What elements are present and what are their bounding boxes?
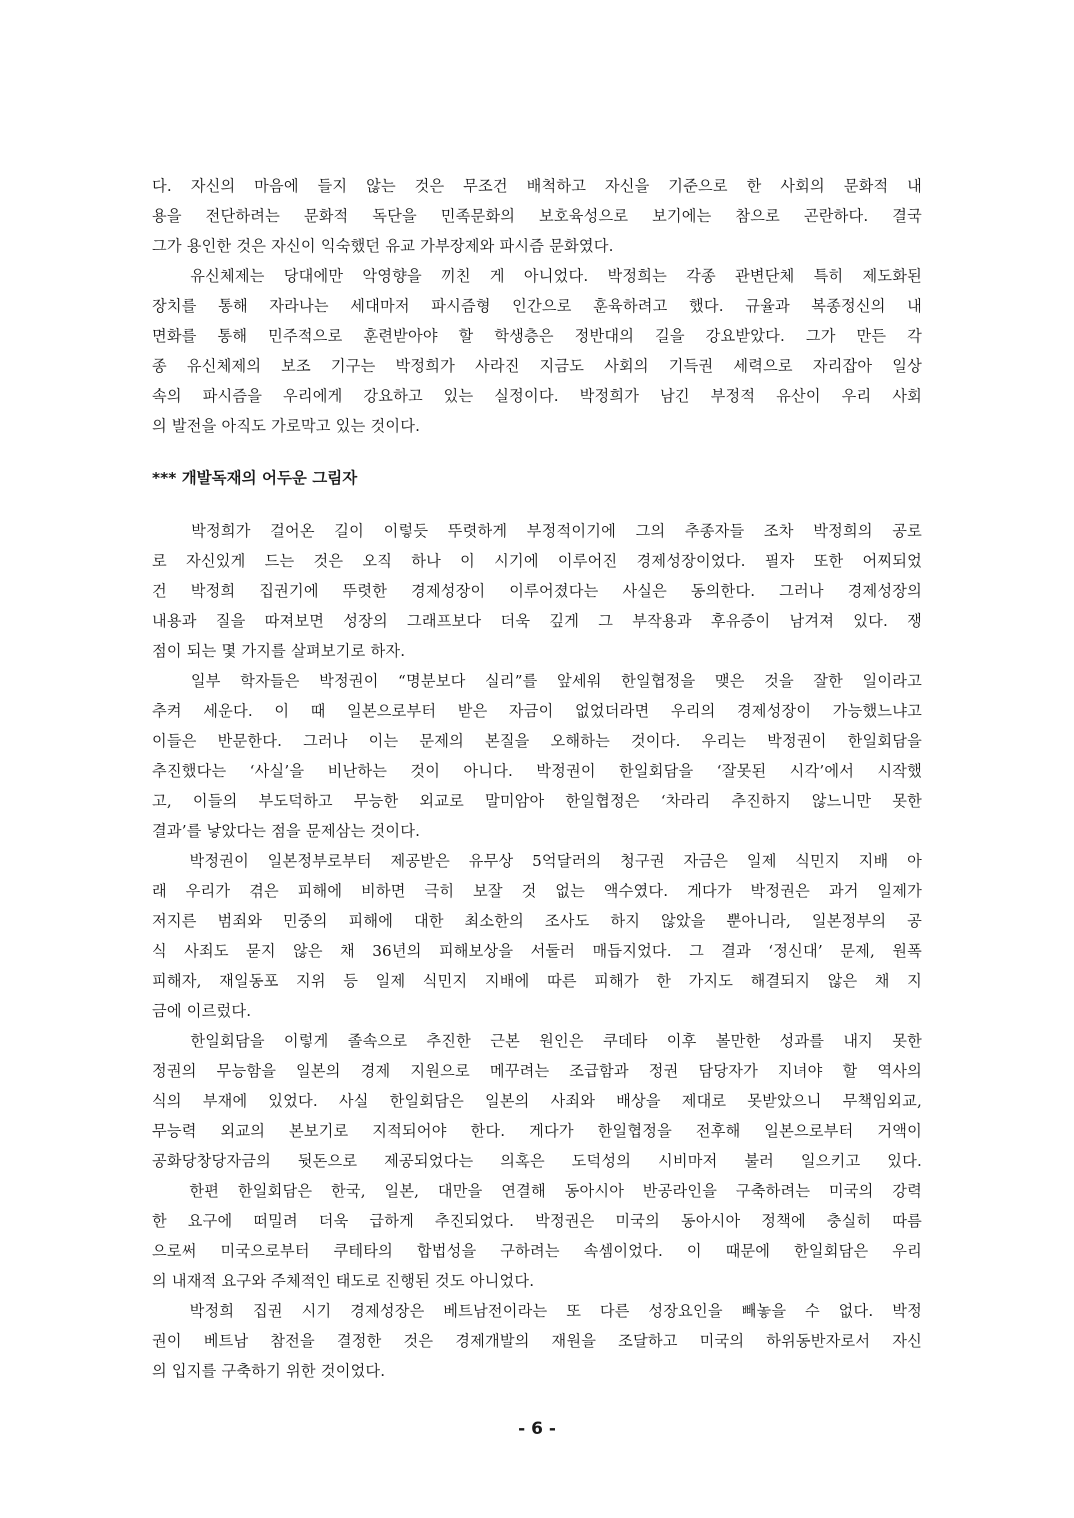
text-line: 으로써 미국으로부터 쿠테타의 합법성을 구하려는 속셈이었다. 이 때문에 한일회담은 우리 — [152, 1242, 922, 1260]
text-line: 종 유신체제의 보조 기구는 박정희가 사라진 지금도 사회의 기득권 세력으로 자리잡아 일상 — [152, 357, 922, 375]
text-line: 점이 되는 몇 가지를 살펴보기로 하자. — [152, 642, 406, 660]
text-line: 추진했다는 ‘사실’을 비난하는 것이 아니다. 박정권이 한일회담을 ‘잘못된 시각’에서 시작했 — [152, 762, 922, 780]
text-line: 금에 이르렀다. — [152, 1002, 252, 1020]
text-line: 고, 이들의 부도덕하고 무능한 외교로 말미암아 한일협정은 ‘차라리 추진하지 않느니만 못한 — [152, 792, 922, 810]
text-line: 면화를 통해 민주적으로 훈련받아야 할 학생층은 정반대의 길을 강요받았다. 그가 만든 각 — [152, 327, 922, 345]
text-line: 결과’를 낳았다는 점을 문제삼는 것이다. — [152, 822, 421, 840]
text-line: 유신체제는 당대에만 악영향을 끼친 게 아니었다. 박정희는 각종 관변단체 특히 제도화된 — [152, 267, 922, 285]
text-line: 속의 파시즘을 우리에게 강요하고 있는 실정이다. 박정희가 남긴 부정적 유산이 우리 사회 — [152, 387, 922, 405]
text-line: 박정희가 걸어온 길이 이렇듯 뚜렷하게 부정적이기에 그의 추종자들 조차 박정희의 공로 — [152, 522, 922, 540]
text-line: 한일회담을 이렇게 졸속으로 추진한 근본 원인은 쿠데타 이후 볼만한 성과를 내지 못한 — [152, 1032, 922, 1050]
text-line: 용을 전단하려는 문화적 독단을 민족문화의 보호육성으로 보기에는 참으로 곤란하다. 결국 — [152, 207, 922, 225]
text-line: 권이 베트남 참전을 결정한 것은 경제개발의 재원을 조달하고 미국의 하위동반자로서 자신 — [152, 1332, 922, 1350]
body-text-top — [152, 171, 922, 441]
text-line: 다. 자신의 마음에 들지 않는 것은 무조건 배척하고 자신을 기준으로 한 사회의 문화적 내 — [152, 177, 922, 195]
text-line: 건 박정희 집권기에 뚜렷한 경제성장이 이루어졌다는 사실은 동의한다. 그러나 경제성장의 — [152, 582, 922, 600]
text-line: 한 요구에 떠밀려 더욱 급하게 추진되었다. 박정권은 미국의 동아시아 정책에 충실히 따름 — [152, 1212, 922, 1230]
text-line: 식의 부재에 있었다. 사실 한일회담은 일본의 사죄와 배상을 제대로 못받았으니 무책임외교, — [152, 1092, 922, 1110]
text-line: 의 입지를 구축하기 위한 것이었다. — [152, 1362, 386, 1380]
text-line: 그가 용인한 것은 자신이 익숙했던 유교 가부장제와 파시즘 문화였다. — [152, 237, 614, 255]
body-text-bottom — [152, 516, 922, 1386]
text-line: 공화당창당자금의 뒷돈으로 제공되었다는 의혹은 도덕성의 시비마저 불러 일으키고 있다. — [152, 1152, 922, 1170]
text-line: 추켜 세운다. 이 때 일본으로부터 받은 자금이 없었더라면 우리의 경제성장이 가능했느냐고 — [152, 702, 922, 720]
section-heading: *** 개발독재의 어두운 그림자 — [152, 469, 358, 487]
text-line: 의 내재적 요구와 주체적인 태도로 진행된 것도 아니었다. — [152, 1272, 535, 1290]
text-line: 무능력 외교의 본보기로 지적되어야 한다. 게다가 한일협정을 전후해 일본으로부터 거액이 — [152, 1122, 922, 1140]
text-line: 피해자, 재일동포 지위 등 일제 식민지 지배에 따른 피해가 한 가지도 해결되지 않은 채 지 — [152, 972, 922, 990]
text-line: 장치를 통해 자라나는 세대마저 파시즘형 인간으로 훈육하려고 했다. 규율과 복종정신의 내 — [152, 297, 922, 315]
text-line: 로 자신있게 드는 것은 오직 하나 이 시기에 이루어진 경제성장이었다. 필자 또한 어찌되었 — [152, 552, 922, 570]
text-line: 저지른 범죄와 민중의 피해에 대한 최소한의 조사도 하지 않았을 뿐아니라, 일본정부의 공 — [152, 912, 922, 930]
text-line: 일부 학자들은 박정권이 “명분보다 실리”를 앞세워 한일협정을 맺은 것을 잘한 일이라고 — [152, 672, 922, 690]
text-line: 내용과 질을 따져보면 성장의 그래프보다 더욱 깊게 그 부작용과 후유증이 남겨져 있다. 쟁 — [152, 612, 922, 630]
text-line: 정권의 무능함을 일본의 경제 지원으로 메꾸려는 조급함과 정권 담당자가 지녀야 할 역사의 — [152, 1062, 922, 1080]
text-line: 한편 한일회담은 한국, 일본, 대만을 연결해 동아시아 반공라인을 구축하려는 미국의 강력 — [152, 1182, 922, 1200]
text-line: 이들은 반문한다. 그러나 이는 문제의 본질을 오해하는 것이다. 우리는 박정권이 한일회담을 — [152, 732, 922, 750]
text-line: 래 우리가 겪은 피해에 비하면 극히 보잘 것 없는 액수였다. 게다가 박정권은 과거 일제가 — [152, 882, 922, 900]
text-line: 박정권이 일본정부로부터 제공받은 유무상 5억달러의 청구권 자금은 일제 식민지 지배 아 — [152, 852, 922, 870]
page-number: - 6 - — [518, 1419, 556, 1439]
text-line: 의 발전을 아직도 가로막고 있는 것이다. — [152, 417, 421, 435]
text-line: 식 사죄도 묻지 않은 채 36년의 피해보상을 서둘러 매듭지었다. 그 결과 ‘정신대’ 문제, 원폭 — [152, 942, 922, 960]
text-line: 박정희 집권 시기 경제성장은 베트남전이라는 또 다른 성장요인을 빼놓을 수 없다. 박정 — [152, 1302, 922, 1320]
